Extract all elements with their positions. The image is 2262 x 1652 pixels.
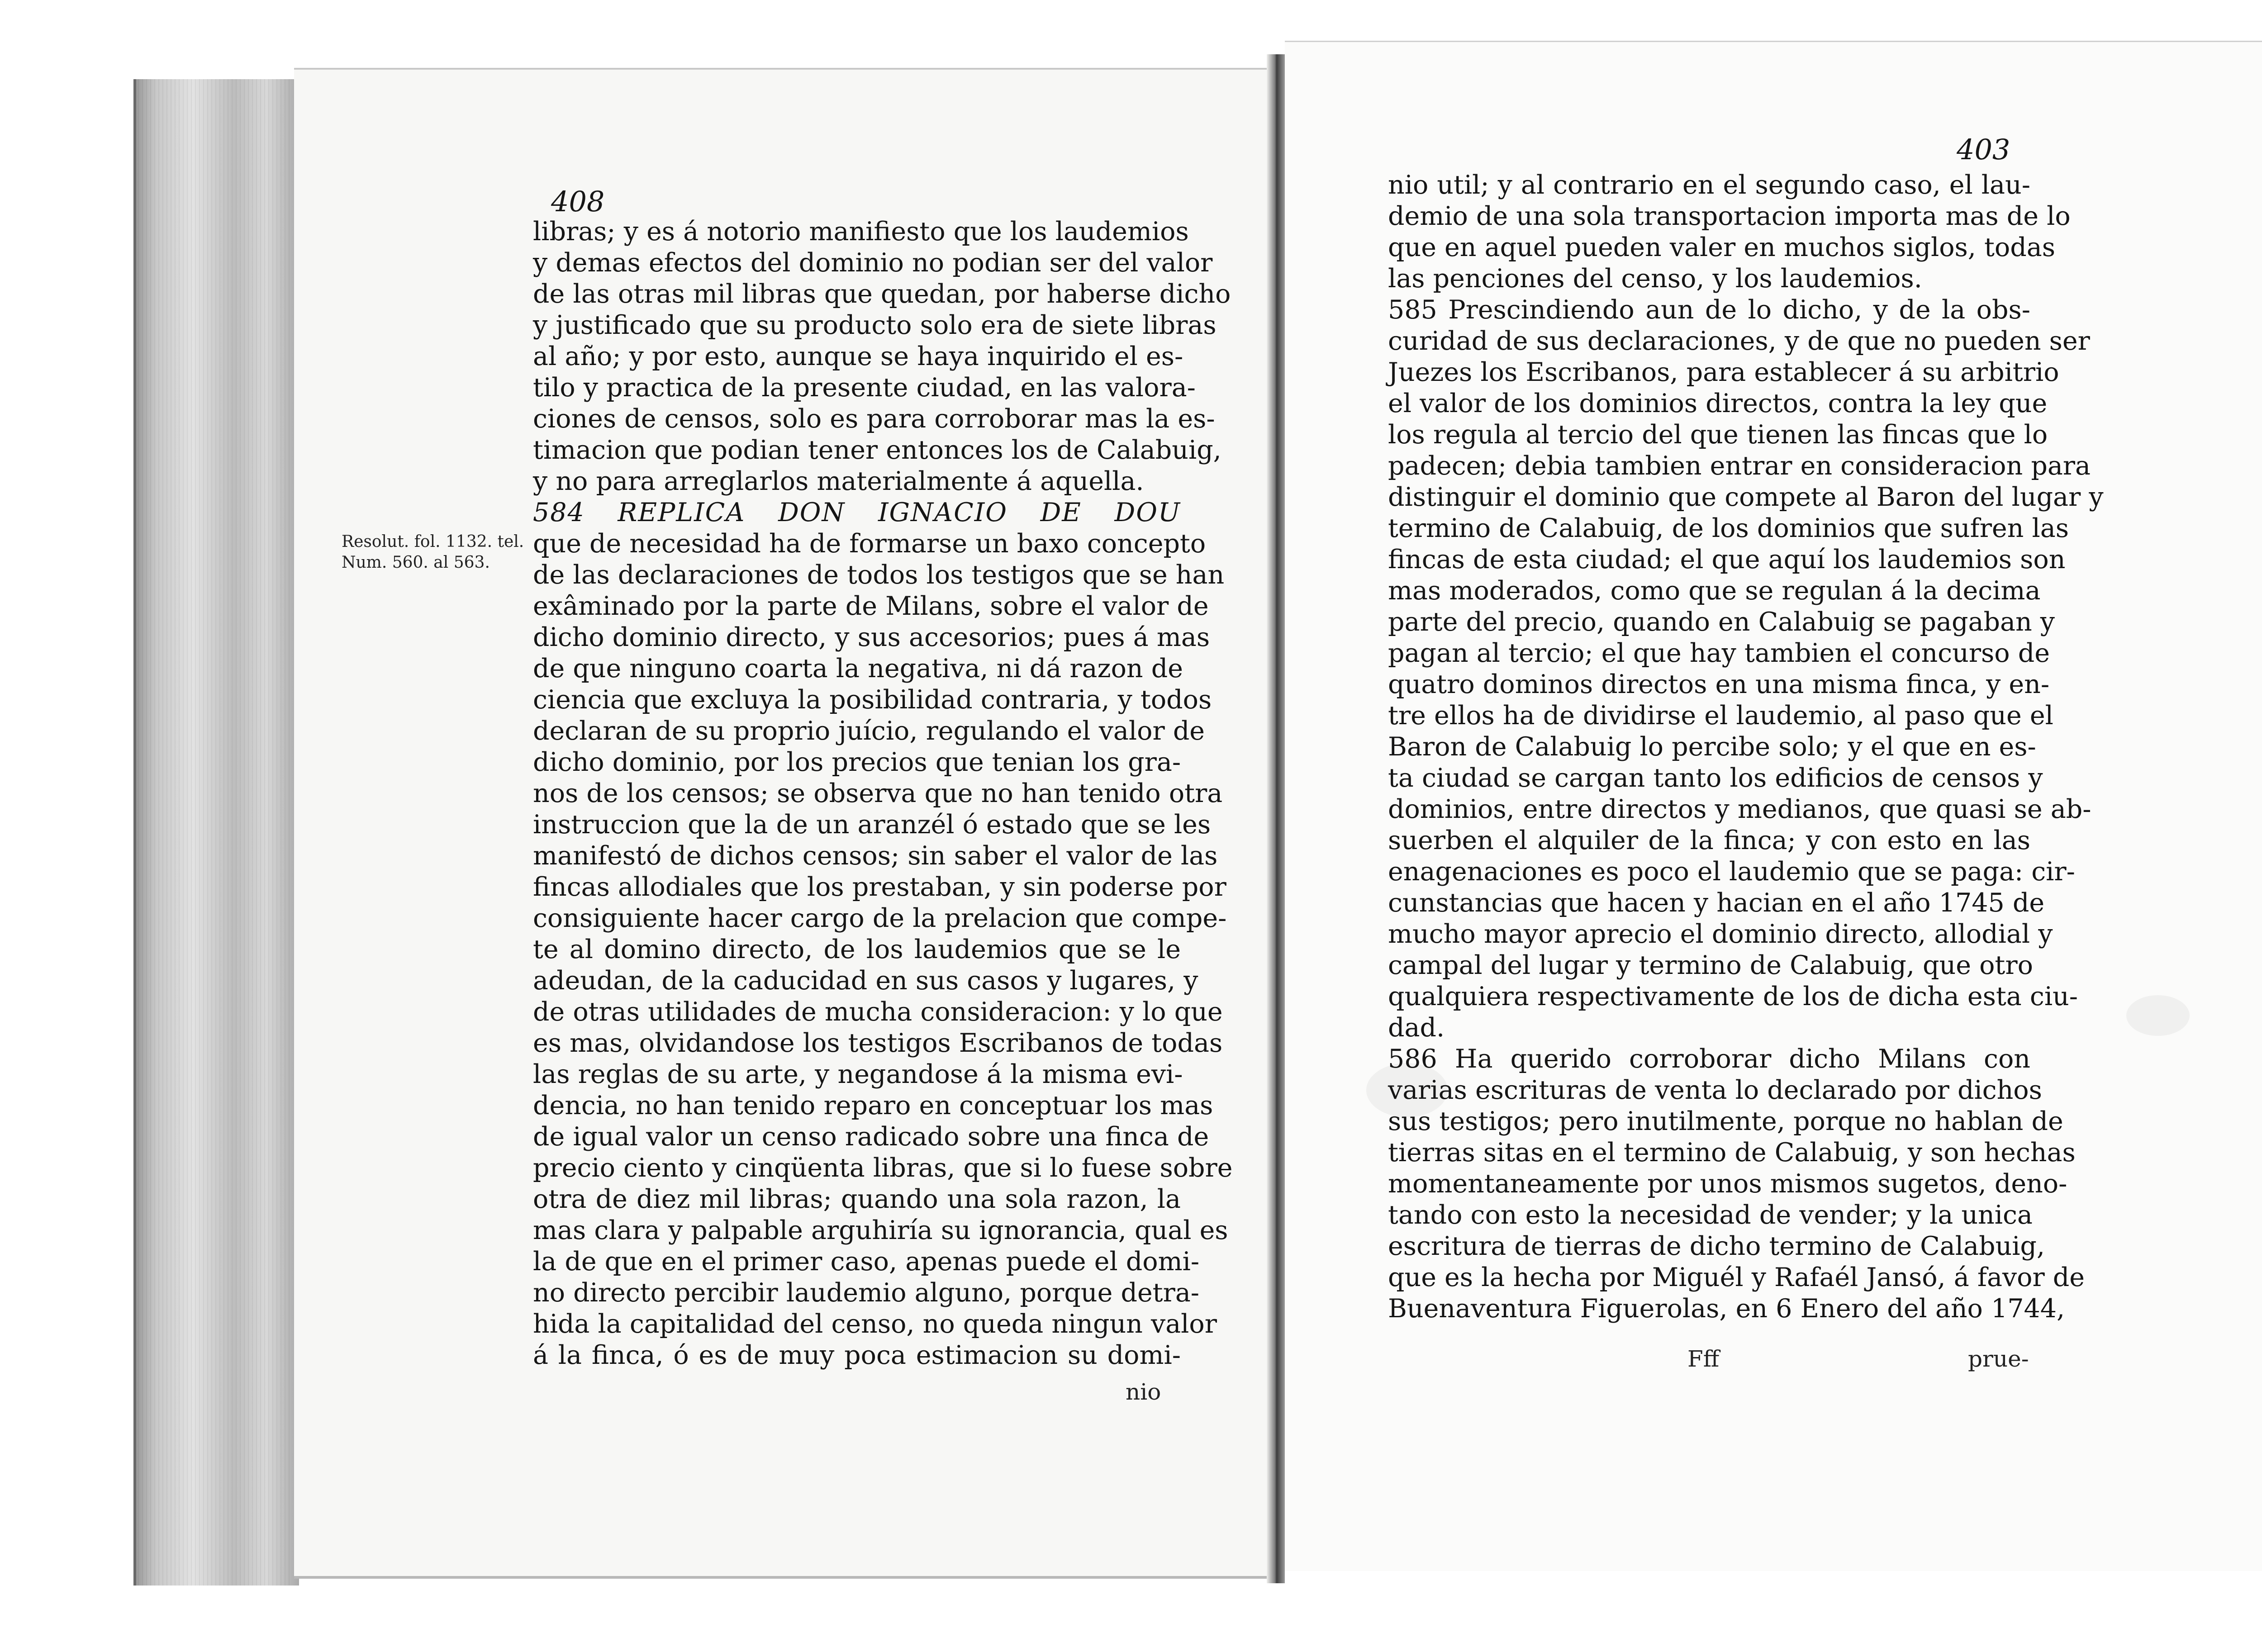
text-line: enagenaciones es poco el laudemio que se paga: cir- [1388, 857, 2075, 887]
text-line: de las otras mil libras que quedan, por haberse dicho [533, 279, 1231, 309]
text-line: el valor de los dominios directos, contra la ley que [1388, 389, 2048, 418]
text-line: momentaneamente por unos mismos sugetos, deno- [1388, 1169, 2067, 1199]
text-line: de otras utilidades de mucha consideracion: y lo que [533, 997, 1223, 1027]
text-line: que de necesidad ha de formarse un baxo concepto [533, 529, 1206, 559]
right-text-column [1388, 170, 2104, 1324]
text-line: dominios, entre directos y medianos, que quasi se ab- [1388, 794, 2091, 824]
text-line: manifestó de dichos censos; sin saber el valor de las [533, 841, 1218, 871]
text-line: dencia, no han tenido reparo en conceptuar los mas [533, 1091, 1213, 1120]
text-line: pagan al tercio; el que hay tambien el concurso de [1388, 638, 2050, 668]
text-line: 584 REPLICA DON IGNACIO DE DOU [533, 498, 1181, 527]
text-line: tilo y practica de la presente ciudad, en las valora- [533, 373, 1196, 403]
left-page-number: 408 [551, 185, 605, 218]
text-line: y justificado que su producto solo era de siete libras [533, 310, 1217, 340]
text-line: fincas allodiales que los prestaban, y sin poderse por [533, 872, 1226, 902]
left-text-column [533, 216, 1233, 1371]
text-line: otra de diez mil libras; quando una sola razon, la [533, 1184, 1181, 1214]
text-line: cunstancias que hacen y hacian en el año 1745 de [1388, 888, 2045, 918]
text-line: adeudan, de la caducidad en sus casos y lugares, y [533, 966, 1198, 996]
text-line: escritura de tierras de dicho termino de Calabuig, [1388, 1231, 2045, 1261]
signature-mark: Fff [1687, 1346, 1720, 1372]
text-line: ta ciudad se cargan tanto los edificios de censos y [1388, 763, 2043, 793]
text-line: consiguiente hacer cargo de la prelacion que compe- [533, 903, 1227, 933]
text-line: Baron de Calabuig lo percibe solo; y el que en es- [1388, 732, 2036, 762]
text-line: de las declaraciones de todos los testigos que se han [533, 560, 1225, 590]
right-catchword: prue- [1968, 1346, 2029, 1372]
text-line: fincas de esta ciudad; el que aquí los laudemios son [1388, 545, 2066, 574]
marginal-note-line: Resolut. fol. 1132. tel. [342, 532, 524, 551]
text-line: precio ciento y cinqüenta libras, que si lo fuese sobre [533, 1153, 1233, 1183]
text-line: 586 Ha querido corroborar dicho Milans con [1388, 1044, 2030, 1074]
text-line: te al domino directo, de los laudemios que se le [533, 935, 1181, 964]
right-page-number: 403 [1957, 133, 2010, 166]
text-line: y demas efectos del dominio no podian ser del valor [533, 248, 1213, 278]
text-line: dicho dominio, por los precios que tenian los gra- [533, 747, 1181, 777]
text-line: declaran de su proprio juício, regulando el valor de [533, 716, 1205, 746]
text-line: varias escrituras de venta lo declarado por dichos [1388, 1075, 2042, 1105]
text-line: quatro dominos directos en una misma finca, y en- [1388, 669, 2050, 699]
text-line: hida la capitalidad del censo, no queda ningun valor [533, 1309, 1217, 1339]
text-line: las reglas de su arte, y negandose á la misma evi- [533, 1059, 1183, 1089]
text-line: que en aquel pueden valer en muchos siglos, todas [1388, 233, 2055, 262]
text-line: termino de Calabuig, de los dominios que sufren las [1388, 513, 2069, 543]
text-line: la de que en el primer caso, apenas puede el domi- [533, 1247, 1200, 1277]
text-line: mas moderados, como que se regulan á la decima [1388, 576, 2041, 606]
text-line: suerben el alquiler de la finca; y con esto en las [1388, 826, 2030, 855]
text-line: Juezes los Escribanos, para establecer á su arbitrio [1388, 357, 2059, 387]
text-line: 585 Prescindiendo aun de lo dicho, y de la obs- [1388, 295, 2030, 325]
marginal-note [342, 532, 524, 573]
text-line: instruccion que la de un aranzél ó estado que se les [533, 810, 1211, 840]
page-edge-texture [138, 79, 292, 1586]
text-line: demio de una sola transportacion importa mas de lo [1388, 201, 2071, 231]
text-line: libras; y es á notorio manifiesto que los laudemios [533, 217, 1189, 247]
text-line: al año; y por esto, aunque se haya inquirido el es- [533, 342, 1183, 371]
text-line: distinguir el dominio que compete al Baron del lugar y [1388, 482, 2104, 512]
book-gutter [1267, 54, 1285, 1583]
marginal-note-line: Num. 560. al 563. [342, 553, 490, 572]
text-line: ciencia que excluya la posibilidad contraria, y todos [533, 685, 1212, 715]
text-line: que es la hecha por Miguél y Rafaél Jansó, á favor de [1388, 1263, 2085, 1292]
text-line: mucho mayor aprecio el dominio directo, allodial y [1388, 919, 2053, 949]
text-line: dad. [1388, 1013, 1445, 1043]
text-line: tre ellos ha de dividirse el laudemio, al paso que el [1388, 701, 2053, 731]
text-line: los regula al tercio del que tienen las fincas que lo [1388, 420, 2048, 450]
text-line: parte del precio, quando en Calabuig se pagaban y [1388, 607, 2055, 637]
text-line: sus testigos; pero inutilmente, porque no hablan de [1388, 1106, 2063, 1136]
text-line: de igual valor un censo radicado sobre una finca de [533, 1122, 1209, 1152]
text-line: es mas, olvidandose los testigos Escribanos de todas [533, 1028, 1223, 1058]
text-line: ciones de censos, solo es para corroborar mas la es- [533, 404, 1215, 434]
text-line: qualquiera respectivamente de los de dicha esta ciu- [1388, 982, 2078, 1011]
text-line: Buenaventura Figuerolas, en 6 Enero del año 1744, [1388, 1294, 2065, 1324]
text-line: nio util; y al contrario en el segundo caso, el lau- [1388, 170, 2030, 200]
text-line: padecen; debia tambien entrar en consideracion para [1388, 451, 2091, 481]
text-line: nos de los censos; se observa que no han tenido otra [533, 779, 1223, 808]
paper-stain [2126, 995, 2190, 1036]
text-line: á la finca, ó es de muy poca estimacion su domi- [533, 1340, 1181, 1370]
text-line: curidad de sus declaraciones, y de que no pueden ser [1388, 326, 2090, 356]
text-line: campal del lugar y termino de Calabuig, que otro [1388, 950, 2033, 980]
text-line: tierras sitas en el termino de Calabuig, y son hechas [1388, 1138, 2076, 1168]
text-line: las penciones del censo, y los laudemios. [1388, 264, 1922, 294]
text-line: dicho dominio directo, y sus accesorios; pues á mas [533, 622, 1210, 652]
text-line: tando con esto la necesidad de vender; y la unica [1388, 1200, 2033, 1230]
text-line: y no para arreglarlos materialmente á aquella. [533, 466, 1144, 496]
left-catchword: nio [1126, 1379, 1161, 1405]
text-line: no directo percibir laudemio alguno, porque detra- [533, 1278, 1200, 1308]
text-line: de que ninguno coarta la negativa, ni dá razon de [533, 654, 1183, 684]
text-line: exâminado por la parte de Milans, sobre el valor de [533, 591, 1209, 621]
text-line: timacion que podian tener entonces los de Calabuig, [533, 435, 1221, 465]
text-line: mas clara y palpable arguhiría su ignorancia, qual es [533, 1215, 1228, 1245]
